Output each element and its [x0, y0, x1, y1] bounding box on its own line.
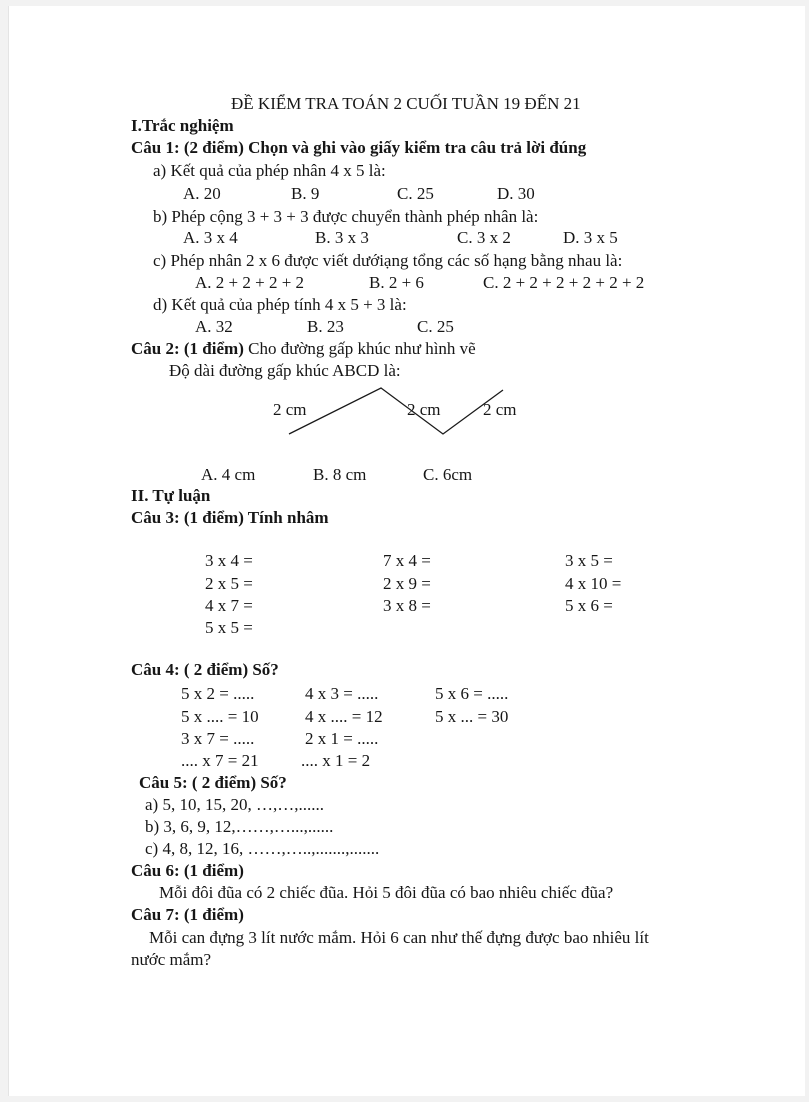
q3-item: 5 x 6 = [565, 596, 613, 615]
q4-item: 5 x .... = 10 [181, 707, 259, 726]
q5-label: Câu 5: ( 2 điểm) Số? [139, 773, 287, 792]
q1d-option-a: A. 32 [195, 317, 233, 336]
page-title: ĐỀ KIỂM TRA TOÁN 2 CUỐI TUẦN 19 ĐẾN 21 [231, 94, 581, 113]
q3-item: 3 x 5 = [565, 551, 613, 570]
q5-item: b) 3, 6, 9, 12,……,…...,...... [145, 817, 334, 836]
q1a-option-a: A. 20 [183, 184, 221, 203]
q1b-option-a: A. 3 x 4 [183, 228, 238, 247]
q2-sub: Độ dài đường gấp khúc ABCD là: [169, 361, 401, 380]
q1-label: Câu 1: (2 điểm) Chọn và ghi vào giấy kiểm tra câu trả lời đúng [131, 138, 587, 157]
q1c-option-c: C. 2 + 2 + 2 + 2 + 2 + 2 [483, 273, 645, 292]
q3-item: 3 x 8 = [383, 596, 431, 615]
q4-item: 2 x 1 = ..... [305, 729, 379, 748]
q7-text-line2: nước mắm? [131, 950, 212, 969]
q2-label: Câu 2: (1 điểm) [131, 339, 244, 358]
q3-item: 3 x 4 = [205, 551, 253, 570]
q1b-option-d: D. 3 x 5 [563, 228, 618, 247]
q4-item: 3 x 7 = ..... [181, 729, 255, 748]
q1a-option-d: D. 30 [497, 184, 535, 203]
q3-item: 2 x 9 = [383, 574, 431, 593]
q1c-prompt: c) Phép nhân 2 x 6 được viết dướiạng tổng các số hạng bằng nhau là: [153, 251, 623, 270]
q1b-option-c: C. 3 x 2 [457, 228, 511, 247]
q3-label: Câu 3: (1 điểm) Tính nhâm [131, 508, 329, 527]
q2-option-a: A. 4 cm [201, 465, 256, 484]
q6-text: Mỗi đôi đũa có 2 chiếc đũa. Hỏi 5 đôi đũa có bao nhiêu chiếc đũa? [159, 883, 614, 902]
segment-ab-label: 2 cm [273, 400, 307, 419]
part1-heading: I.Trắc nghiệm [131, 116, 234, 135]
q7-text-line1: Mỗi can đựng 3 lít nước mắm. Hỏi 6 can như thế đựng được bao nhiêu lít [149, 928, 649, 947]
q1a-option-c: C. 25 [397, 184, 434, 203]
q3-item: 2 x 5 = [205, 574, 253, 593]
q4-item: .... x 1 = 2 [301, 751, 371, 770]
q2-option-b: B. 8 cm [313, 465, 367, 484]
broken-line-abcd [289, 388, 503, 434]
q4-item: .... x 7 = 21 [181, 751, 259, 770]
q1d-prompt: d) Kết quả của phép tính 4 x 5 + 3 là: [153, 295, 407, 314]
q7-label: Câu 7: (1 điểm) [131, 905, 244, 924]
q1d-option-c: C. 25 [417, 317, 454, 336]
q1b-option-b: B. 3 x 3 [315, 228, 369, 247]
q4-item: 5 x 2 = ..... [181, 684, 255, 703]
q2-text: Cho đường gấp khúc như hình vẽ [243, 339, 476, 358]
q4-item: 5 x ... = 30 [435, 707, 509, 726]
q5-item: a) 5, 10, 15, 20, …,…,...... [145, 795, 324, 814]
q1a-option-b: B. 9 [291, 184, 320, 203]
q1b-prompt: b) Phép cộng 3 + 3 + 3 được chuyển thành phép nhân là: [153, 207, 539, 226]
q1c-option-a: A. 2 + 2 + 2 + 2 [195, 273, 305, 292]
part2-heading: II. Tự luận [131, 486, 211, 505]
segment-cd-label: 2 cm [483, 400, 517, 419]
q6-label: Câu 6: (1 điểm) [131, 861, 244, 880]
q4-item: 4 x .... = 12 [305, 707, 383, 726]
q3-item: 7 x 4 = [383, 551, 431, 570]
q4-item: 4 x 3 = ..... [305, 684, 379, 703]
q5-item: c) 4, 8, 12, 16, ……,…..,.......,....... [145, 839, 380, 858]
q2-option-c: C. 6cm [423, 465, 473, 484]
q1a-prompt: a) Kết quả của phép nhân 4 x 5 là: [153, 161, 386, 180]
q4-item: 5 x 6 = ..... [435, 684, 509, 703]
q3-item: 4 x 7 = [205, 596, 253, 615]
q1c-option-b: B. 2 + 6 [369, 273, 424, 292]
q1d-option-b: B. 23 [307, 317, 344, 336]
q3-item: 5 x 5 = [205, 618, 253, 637]
q4-label: Câu 4: ( 2 điểm) Số? [131, 660, 279, 679]
exam-page [8, 6, 805, 1096]
q3-item: 4 x 10 = [565, 574, 622, 593]
segment-bc-label: 2 cm [407, 400, 441, 419]
